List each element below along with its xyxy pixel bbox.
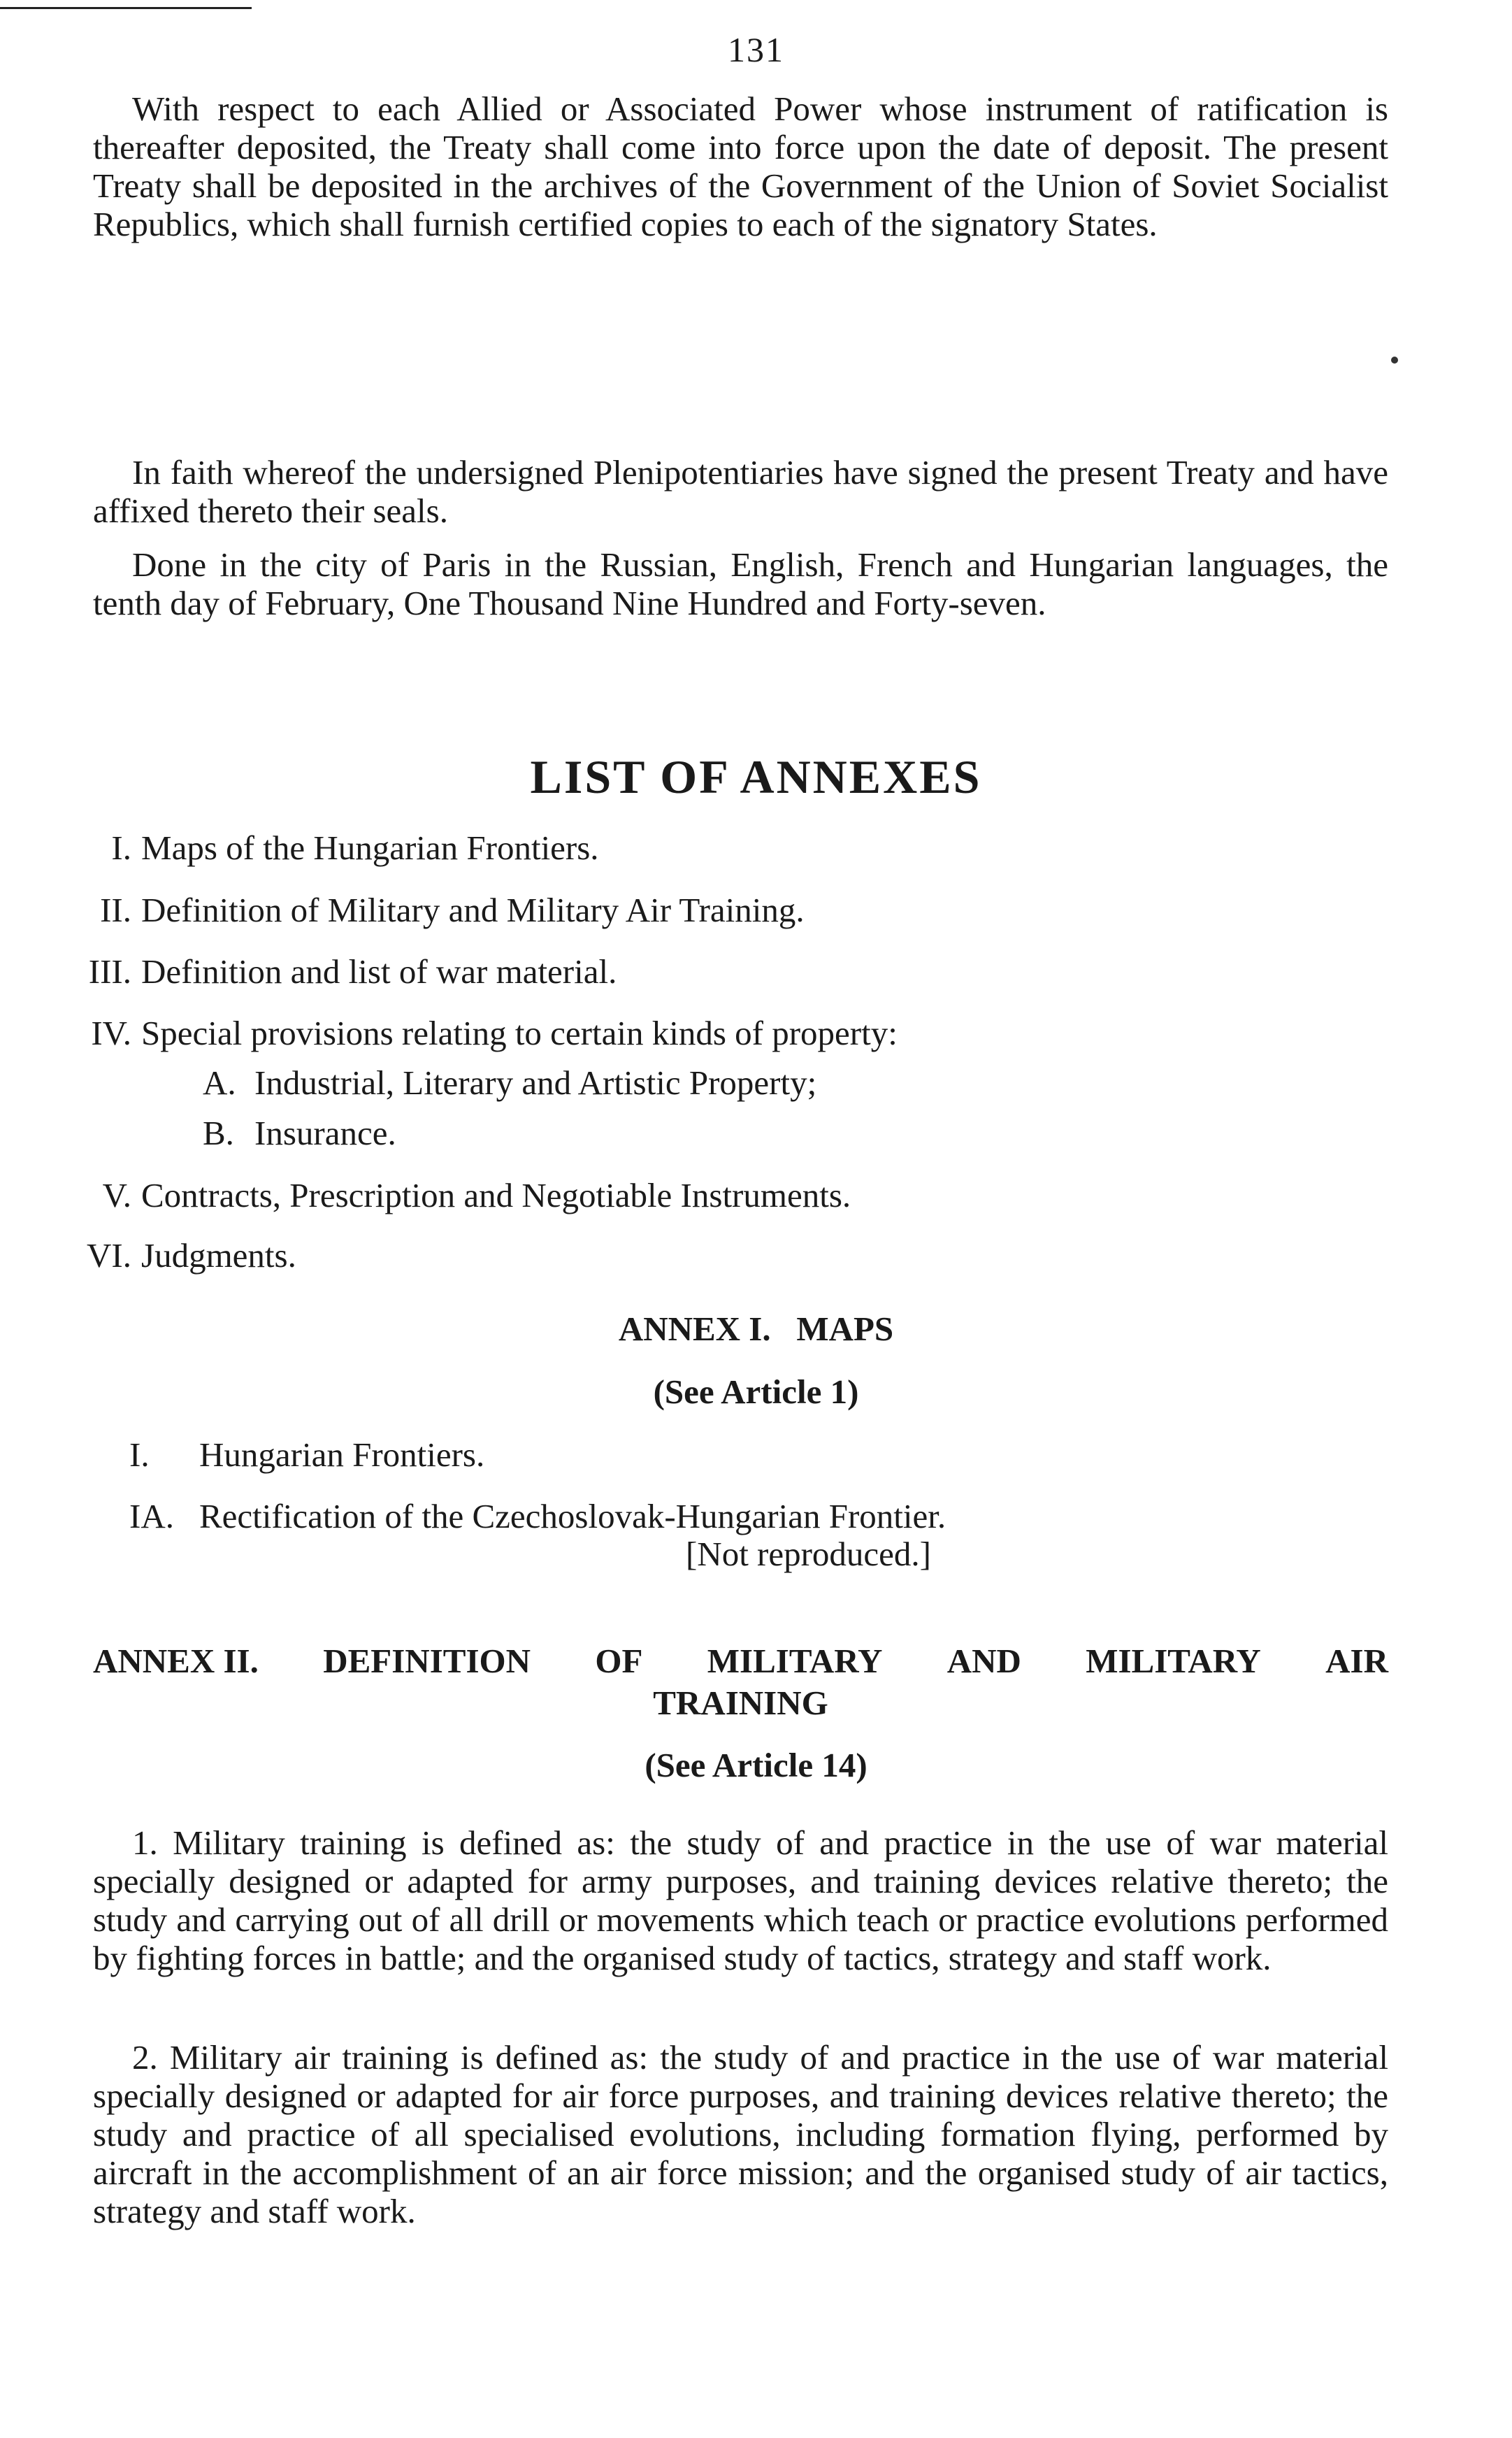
annex-1-title-prefix: ANNEX I.: [618, 1310, 771, 1348]
annex-1-title: [0, 1309, 1512, 1349]
annex-list-item: [62, 1176, 851, 1214]
annex-list-item: [62, 891, 805, 929]
annex-2-title-word: MILITARY: [1086, 1642, 1261, 1680]
annex-list-item-number: VI.: [87, 1236, 131, 1275]
annex-2-title-word: MILITARY: [707, 1642, 883, 1680]
annex-1-map-item-text: Rectification of the Czechoslovak-Hungarian Frontier.: [199, 1497, 946, 1535]
annex-1-map-item: [129, 1496, 946, 1536]
annex-list-item-number: IV.: [91, 1014, 131, 1052]
annex-2-title-word: DEFINITION: [323, 1642, 531, 1680]
annex-list-item-text: Judgments.: [141, 1236, 296, 1275]
in-faith-paragraph: In faith whereof the undersigned Plenipotentiaries have signed the present Treaty and have affixed thereto their seals.: [93, 453, 1388, 530]
military-training-definition: 1. Military training is defined as: the study of and practice in the use of war material specially designed or adapted for army purposes, and training devices relative thereto; the study and carrying out of all drill or movements which teach or practice evolutions performed by fighting forces in battle; and the organised study of tactics, strategy and staff work.: [93, 1823, 1388, 1977]
annex-list-item-text: Special provisions relating to certain kinds of property:: [141, 1014, 898, 1052]
annex-sub-item: [203, 1113, 396, 1153]
annex-list-item-number: V.: [102, 1176, 131, 1214]
annex-sub-item-letter: A.: [203, 1063, 236, 1102]
annex-list-item-number: II.: [100, 891, 131, 929]
annex-list-item-text: Definition of Military and Military Air Training.: [141, 891, 805, 929]
done-in-paragraph: Done in the city of Paris in the Russian, English, French and Hungarian languages, the tenth day of February, One Thousand Nine Hundred and Forty-seven.: [93, 545, 1388, 622]
annex-2-title-prefix: ANNEX II.: [93, 1642, 259, 1680]
annex-1-map-item-number: I.: [129, 1435, 150, 1474]
annex-2-title: [93, 1640, 1388, 1724]
list-of-annexes-title: LIST OF ANNEXES: [530, 750, 982, 803]
annex-sub-item-text: Insurance.: [254, 1114, 396, 1152]
page-number: 131: [728, 30, 784, 69]
annex-2-title-word: OF: [595, 1642, 643, 1680]
stray-dot-mark: [1391, 357, 1398, 364]
annex-1-map-item-number: IA.: [129, 1497, 174, 1535]
annex-2-title-word: AND: [946, 1642, 1021, 1680]
not-reproduced-note: [Not reproduced.]: [685, 1535, 931, 1573]
annex-2-title-line-1: [93, 1640, 1388, 1682]
ratification-paragraph: With respect to each Allied or Associated Power whose instrument of ratification is thereafter deposited, the Treaty shall come into force upon the date of deposit. The present Treaty shall be deposited in the archives of the Government of the Union of Soviet Socialist Republics, which shall furnish certified copies to each of the signatory States.: [93, 89, 1388, 243]
annex-1-reference: (See Article 1): [653, 1372, 859, 1411]
annex-sub-item: [203, 1063, 816, 1103]
annex-list-item: [62, 1014, 898, 1052]
annex-1-map-item: [129, 1435, 484, 1475]
annex-list-item-number: III.: [88, 952, 131, 991]
annex-2-title-line-2: TRAINING: [653, 1684, 828, 1722]
annex-list-item-number: I.: [111, 829, 131, 867]
annex-sub-item-text: Industrial, Literary and Artistic Property;: [254, 1063, 817, 1102]
annex-list-item-text: Contracts, Prescription and Negotiable Instruments.: [141, 1176, 851, 1214]
annex-sub-item-letter: B.: [203, 1114, 234, 1152]
annex-list-item-text: Maps of the Hungarian Frontiers.: [141, 829, 599, 867]
annex-list-item: [62, 829, 599, 867]
top-rule: [0, 7, 252, 9]
annex-1-title-subject: MAPS: [796, 1310, 894, 1348]
annex-list-item: [62, 1236, 296, 1275]
military-air-training-definition: 2. Military air training is defined as: the study of and practice in the use of war material specially designed or adapted for air force purposes, and training devices relative thereto; the study and practice of all specialised evolutions, including formation flying, performed by aircraft in the accomplishment of an air force mission; and the organised study of air tactics, strategy and staff work.: [93, 2038, 1388, 2230]
annex-list-item-text: Definition and list of war material.: [141, 952, 617, 991]
annex-2-title-word: AIR: [1325, 1642, 1388, 1680]
annex-1-map-item-text: Hungarian Frontiers.: [199, 1435, 485, 1474]
annex-list-item: [62, 952, 617, 991]
annex-2-reference: (See Article 14): [645, 1746, 867, 1784]
